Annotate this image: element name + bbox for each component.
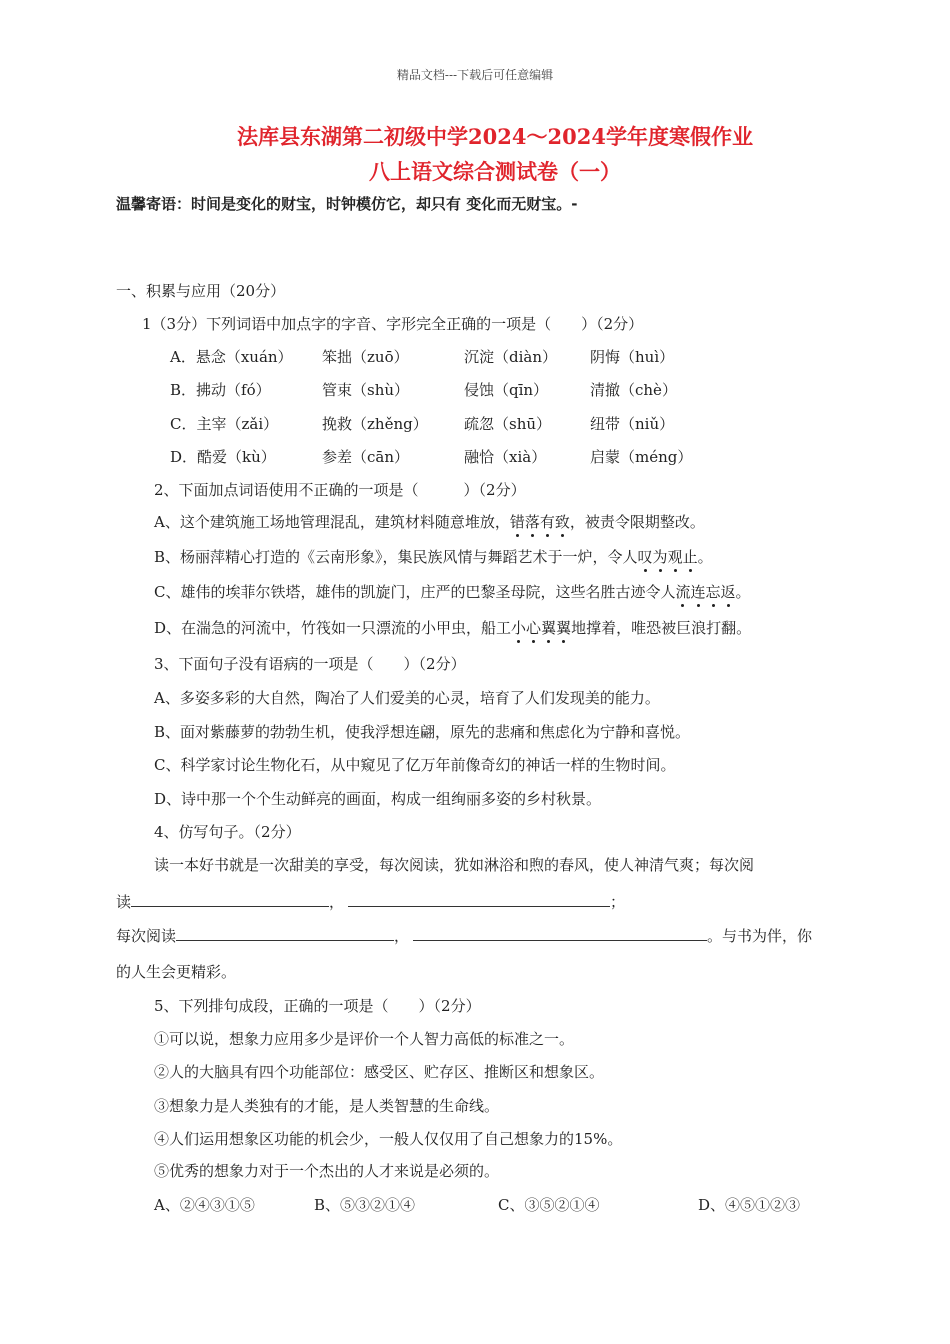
dotted-char: 落 (524, 513, 540, 531)
dotted-char: 返 (720, 583, 736, 601)
answer-blank-1[interactable] (131, 892, 329, 907)
q1-option-b-3: 侵蚀（qīn） (464, 381, 549, 399)
q1-option-c-3: 疏忽（shū） (464, 415, 552, 433)
document-subtitle: 八上语文综合测试卷（一） (369, 159, 621, 184)
q1-option-c-4: 纽带（niǔ） (590, 415, 675, 433)
q2-b-tail: 。 (697, 548, 713, 566)
q3-option-c: C、科学家讨论生物化石，从中窥见了亿万年前像奇幻的神话一样的生物时间。 (154, 756, 676, 774)
motto: 温馨寄语：时间是变化的财宝，时钟模仿它，却只有 变化而无财宝。- (116, 195, 578, 213)
q2-option-a (154, 511, 705, 532)
question-3-stem: 3、下面句子没有语病的一项是（ ）（2分） (154, 655, 466, 673)
q1-option-d-2: 参差（cān） (322, 448, 410, 466)
q1-option-a-3: 沉淀（diàn） (464, 348, 558, 366)
dotted-char: 为 (652, 548, 668, 566)
dotted-char: 翼 (541, 619, 557, 637)
q5-option-a: A、②④③①⑤ (154, 1196, 255, 1214)
q2-option-c (154, 581, 751, 602)
q5-item-2: ②人的大脑具有四个功能部位：感受区、贮存区、推断区和想象区。 (154, 1063, 605, 1081)
q2-d-tail: 地撑着，唯恐被巨浪打翻。 (571, 619, 752, 637)
q5-option-d: D、④⑤①②③ (698, 1196, 801, 1214)
q5-item-1: ①可以说，想象力应用多少是评价一个人智力高低的标准之一。 (154, 1030, 575, 1048)
dotted-char: 有 (539, 513, 555, 531)
q1-option-d-1: D．酷爱（kù） (170, 448, 276, 466)
q2-option-d (154, 617, 751, 638)
dotted-char: 连 (690, 583, 706, 601)
answer-blank-2[interactable] (348, 892, 610, 907)
dotted-char: 忘 (705, 583, 721, 601)
q2-c-dotted-word (675, 583, 735, 601)
question-5-stem: 5、下列排句成段，正确的一项是（ ）（2分） (154, 997, 481, 1015)
section-heading: 一、积累与应用（20分） (116, 282, 286, 300)
q4-line-3-end: 。与书为伴，你 (707, 927, 813, 945)
q4-comma-2: ， (394, 927, 410, 945)
q1-option-d-4: 启蒙（méng） (590, 448, 693, 466)
q2-option-b (154, 546, 713, 567)
q2-d-dotted-word (511, 619, 571, 637)
q5-option-c: C、③⑤②①④ (498, 1196, 600, 1214)
question-2-stem: 2、下面加点词语使用不正确的一项是（ ）（2分） (154, 481, 526, 499)
q1-option-c-1: C．主宰（zǎi） (170, 415, 279, 433)
q2-b-dotted-word (638, 548, 698, 566)
q3-option-b: B、面对紫藤萝的勃勃生机，使我浮想连翩，原先的悲痛和焦虑化为宁静和喜悦。 (154, 723, 691, 741)
q4-line-2-start: 读 (116, 893, 132, 911)
q2-c-text: C、雄伟的埃菲尔铁塔，雄伟的凯旋门，庄严的巴黎圣母院，这些名胜古迹令人 (154, 583, 676, 601)
dotted-char: 流 (675, 583, 691, 601)
q2-d-text: D、在湍急的河流中，竹筏如一只漂流的小甲虫，船工 (154, 619, 512, 637)
q1-option-a-2: 笨拙（zuō） (322, 348, 409, 366)
q3-option-a: A、多姿多彩的大自然，陶冶了人们爱美的心灵，培育了人们发现美的能力。 (154, 689, 660, 707)
q5-item-4: ④人们运用想象区功能的机会少，一般人仅仅用了自己想象力的15%。 (154, 1130, 623, 1148)
q3-option-d: D、诗中那一个个生动鲜亮的画面，构成一组绚丽多姿的乡村秋景。 (154, 790, 602, 808)
dotted-char: 叹 (637, 548, 653, 566)
q4-semicolon: ； (610, 893, 626, 911)
q4-line-3-start: 每次阅读 (116, 927, 177, 945)
q5-option-b: B、⑤③②①④ (314, 1196, 416, 1214)
q4-comma: ， (329, 893, 345, 911)
page-header: 精品文档---下载后可任意编辑 (396, 68, 554, 82)
dotted-char: 错 (509, 513, 525, 531)
q1-option-c-2: 挽救（zhěng） (322, 415, 428, 433)
q2-a-text: A、这个建筑施工场地管理混乱，建筑材料随意堆放， (154, 513, 510, 531)
q1-option-a-1: A．悬念（xuán） (170, 348, 293, 366)
q5-item-3: ③想象力是人类独有的才能，是人类智慧的生命线。 (154, 1097, 500, 1115)
dotted-char: 翼 (556, 619, 572, 637)
dotted-char: 致 (554, 513, 570, 531)
question-1-stem: 1（3分）下列词语中加点字的字音、字形完全正确的一项是（ ）（2分） (142, 315, 644, 333)
q1-option-b-2: 管束（shù） (322, 381, 410, 399)
answer-blank-3[interactable] (176, 926, 394, 941)
q5-item-5: ⑤优秀的想象力对于一个杰出的人才来说是必须的。 (154, 1162, 500, 1180)
question-4-stem: 4、仿写句子。（2分） (154, 823, 301, 841)
dotted-char: 心 (526, 619, 542, 637)
q1-option-a-4: 阴悔（huì） (590, 348, 675, 366)
dotted-char: 止 (682, 548, 698, 566)
q4-line-4: 的人生会更精彩。 (116, 963, 237, 981)
q2-a-tail: ，被责令限期整改。 (569, 513, 705, 531)
q1-option-b-1: B．拂动（fó） (170, 381, 271, 399)
q1-option-b-4: 清撤（chè） (590, 381, 677, 399)
q4-line-2 (116, 891, 625, 912)
q4-line-3 (116, 925, 812, 946)
document-title: 法库县东湖第二初级中学2024～2024学年度寒假作业 (237, 124, 753, 149)
dotted-char: 观 (667, 548, 683, 566)
q2-b-text: B、杨丽萍精心打造的《云南形象》，集民族风情与舞蹈艺术于一炉，令人 (154, 548, 638, 566)
q1-option-d-3: 融恰（xià） (464, 448, 547, 466)
q2-a-dotted-word (510, 513, 570, 531)
dotted-char: 小 (511, 619, 527, 637)
answer-blank-4[interactable] (413, 926, 707, 941)
q2-c-tail: 。 (735, 583, 751, 601)
q4-sample-sentence: 读一本好书就是一次甜美的享受，每次阅读，犹如淋浴和煦的春风，使人神清气爽；每次阅 (154, 856, 755, 874)
